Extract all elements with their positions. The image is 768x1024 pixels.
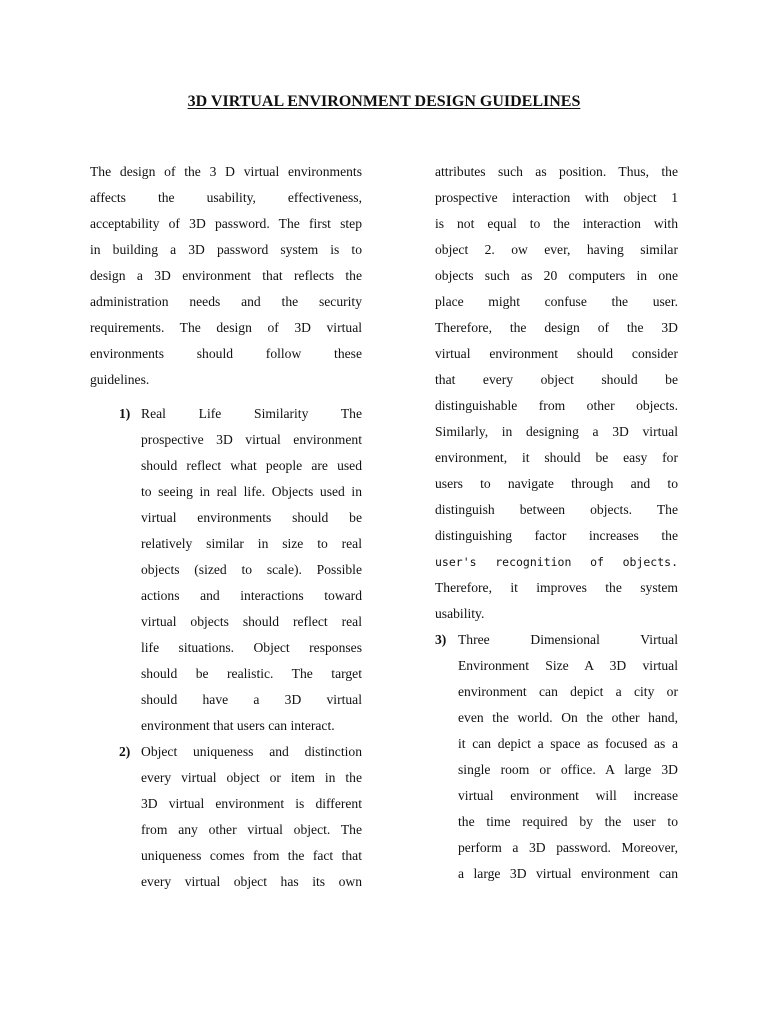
- left-column: [90, 159, 362, 895]
- text-line: Environment Size A 3D virtual: [458, 658, 678, 673]
- text-line: objects such as 20 computers in one: [435, 268, 678, 283]
- text-line: users to navigate through and to: [435, 476, 678, 491]
- text-line: it can depict a space as focused as a: [458, 736, 678, 751]
- text-line: attributes such as position. Thus, the: [435, 164, 678, 179]
- intro-paragraph: [90, 159, 362, 393]
- text-line: usability.: [435, 606, 485, 621]
- list-number: 2): [119, 744, 131, 759]
- text-line: a large 3D virtual environment can: [458, 866, 678, 881]
- text-line: The design of the 3 D virtual environments: [90, 164, 362, 179]
- text-line: is not equal to the interaction with: [435, 216, 678, 231]
- text-line: the time required by the user to: [458, 814, 678, 829]
- list-number: 1): [119, 406, 131, 421]
- text-line: should be realistic. The target: [141, 666, 362, 681]
- text-line: place might confuse the user.: [435, 294, 678, 309]
- text-line: every virtual object has its own: [141, 874, 362, 889]
- text-line: 3D virtual environment is different: [141, 796, 362, 811]
- text-line: environment that users can interact.: [141, 718, 335, 733]
- text-line: Object uniqueness and distinction: [141, 744, 362, 759]
- text-line: prospective interaction with object 1: [435, 190, 678, 205]
- text-line: from any other virtual object. The: [141, 822, 362, 837]
- text-line: Therefore, it improves the system: [435, 580, 678, 595]
- text-line: administration needs and the security: [90, 294, 362, 309]
- text-line: virtual environment should consider: [435, 346, 678, 361]
- text-line: objects (sized to scale). Possible: [141, 562, 362, 577]
- text-line: that every object should be: [435, 372, 678, 387]
- text-line: should reflect what people are used: [141, 458, 362, 473]
- text-line: virtual environments should be: [141, 510, 362, 525]
- list-item-real-life-similarity: [90, 401, 362, 739]
- text-line: distinguishable from other objects.: [435, 398, 678, 413]
- text-line: distinguishing factor increases the: [435, 528, 678, 543]
- text-line: environments should follow these: [90, 346, 362, 361]
- text-line: distinguish between objects. The: [435, 502, 678, 517]
- text-line: perform a 3D password. Moreover,: [458, 840, 678, 855]
- text-line: life situations. Object responses: [141, 640, 362, 655]
- continuation-paragraph: [435, 159, 678, 627]
- text-line: acceptability of 3D password. The first step: [90, 216, 362, 231]
- text-line: user's recognition of objects.: [435, 555, 678, 569]
- right-column: [435, 159, 678, 887]
- text-line: prospective 3D virtual environment: [141, 432, 362, 447]
- list-number: 3): [435, 632, 447, 647]
- text-line: actions and interactions toward: [141, 588, 362, 603]
- text-line: virtual environment will increase: [458, 788, 678, 803]
- text-line: virtual objects should reflect real: [141, 614, 362, 629]
- text-line: guidelines.: [90, 372, 150, 387]
- text-line: Therefore, the design of the 3D: [435, 320, 678, 335]
- list-item-object-uniqueness: [90, 739, 362, 895]
- text-line: Similarly, in designing a 3D virtual: [435, 424, 678, 439]
- text-line: every virtual object or item in the: [141, 770, 362, 785]
- text-line: even the world. On the other hand,: [458, 710, 678, 725]
- text-line: object 2. ow ever, having similar: [435, 242, 678, 257]
- text-line: affects the usability, effectiveness,: [90, 190, 362, 205]
- text-line: Three Dimensional Virtual: [458, 632, 678, 647]
- page-title: 3D VIRTUAL ENVIRONMENT DESIGN GUIDELINES: [187, 93, 581, 110]
- text-line: in building a 3D password system is to: [90, 242, 362, 257]
- text-line: uniqueness comes from the fact that: [141, 848, 362, 863]
- list-item-3d-environment-size: [435, 627, 678, 887]
- text-line: requirements. The design of 3D virtual: [90, 320, 362, 335]
- text-line: to seeing in real life. Objects used in: [141, 484, 362, 499]
- text-line: should have a 3D virtual: [141, 692, 362, 707]
- text-line: design a 3D environment that reflects the: [90, 268, 362, 283]
- text-line: relatively similar in size to real: [141, 536, 362, 551]
- text-line: single room or office. A large 3D: [458, 762, 678, 777]
- text-line: environment can depict a city or: [458, 684, 678, 699]
- text-line: environment, it should be easy for: [435, 450, 678, 465]
- text-line: Real Life Similarity The: [141, 406, 362, 421]
